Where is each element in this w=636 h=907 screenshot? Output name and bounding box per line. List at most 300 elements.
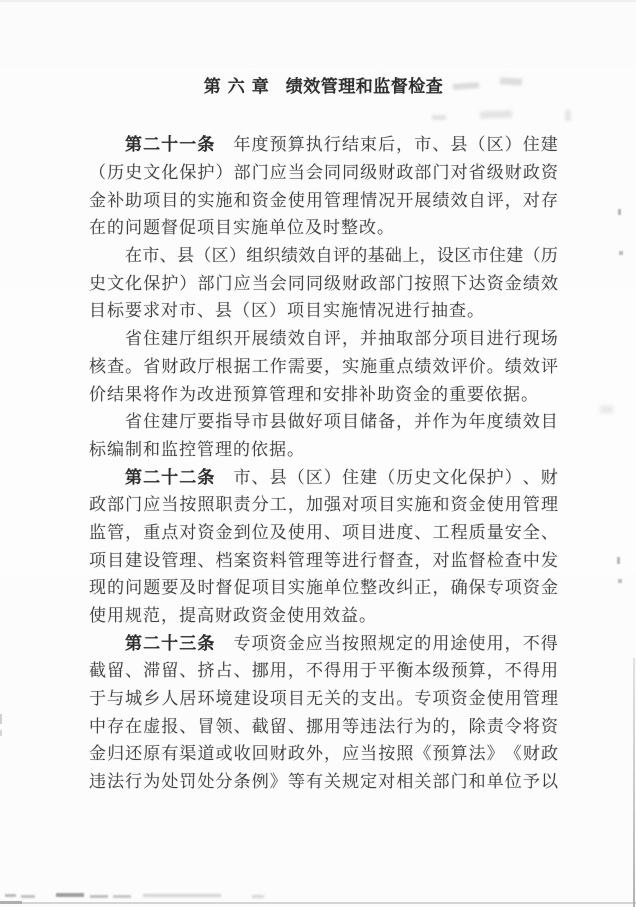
document-body [89, 129, 558, 794]
text-char: 例 [251, 772, 269, 792]
text-line [89, 129, 558, 157]
text-char: 度 [251, 135, 269, 155]
text-char: 、 [179, 661, 197, 681]
text-char: 度 [486, 412, 504, 432]
text-char: 、 [522, 467, 540, 487]
text-char: 料 [269, 550, 287, 570]
text-char: 部 [233, 163, 251, 183]
text-char: 结 [341, 135, 359, 155]
scan-speck [618, 209, 621, 215]
text-char: 的 [107, 578, 125, 598]
text-char: 历 [540, 246, 558, 266]
text-char: 据 [233, 356, 251, 376]
text-line [89, 517, 558, 545]
article-number-char: 条 [197, 633, 215, 653]
text-char: 效 [287, 329, 305, 349]
scan-smudge-dash [21, 895, 35, 898]
text-char: 部 [414, 329, 432, 349]
text-char: 题 [143, 578, 161, 598]
text-char: 管 [161, 550, 179, 570]
text-char: 单 [269, 218, 286, 238]
text-char: 位 [342, 578, 360, 598]
text-char: 罚 [179, 772, 197, 792]
text-char: 单 [486, 772, 504, 792]
text-char: 储 [360, 412, 378, 432]
article-number-char: 第 [125, 633, 142, 653]
text-char: 得 [522, 661, 540, 681]
text-char: 资 [269, 633, 287, 653]
text-char: 依 [485, 384, 502, 404]
text-char: 金 [89, 744, 106, 764]
text-char: 化 [450, 467, 468, 487]
text-char: ） [215, 163, 233, 183]
text-char: 或 [215, 744, 233, 764]
text-char: 取 [396, 329, 414, 349]
text-char: 管 [522, 689, 540, 709]
text-char: 截 [89, 661, 106, 681]
text-char: 自 [315, 246, 333, 266]
text-char: 护 [486, 467, 504, 487]
text-char: 项 [251, 633, 269, 653]
text-char: 全 [522, 522, 540, 542]
text-line [89, 434, 558, 462]
text-char: 建 [233, 689, 251, 709]
text-char: 并 [360, 329, 378, 349]
text-char: 行 [360, 550, 378, 570]
text-char: 资 [450, 689, 468, 709]
text-char: 处 [161, 772, 179, 792]
text-char: 部 [414, 163, 432, 183]
text-char: 将 [143, 384, 160, 404]
text-char: 应 [342, 744, 360, 764]
text-char: 。 [486, 356, 504, 376]
text-char: 项 [432, 689, 450, 709]
article-number-char: 二 [143, 135, 161, 155]
text-char: 同 [324, 163, 342, 183]
text-char: 程 [450, 522, 468, 542]
text-char: 虚 [143, 716, 161, 736]
article-number-char: 二 [143, 467, 161, 487]
text-char: 护 [161, 273, 179, 293]
text-char: 质 [468, 522, 486, 542]
text-char: 门 [125, 495, 143, 515]
text-char: 进 [342, 550, 360, 570]
text-line [89, 461, 558, 489]
text-char: 效 [432, 356, 450, 376]
text-char: 的 [233, 439, 250, 459]
text-char: 财 [522, 744, 540, 764]
text-char: 查 [396, 550, 414, 570]
text-char: 下 [450, 273, 468, 293]
bleedthrough-smudge [600, 406, 613, 413]
text-char: 住 [488, 246, 506, 266]
text-char: 单 [324, 578, 342, 598]
text-char: 留 [161, 661, 179, 681]
text-char: 留 [107, 661, 125, 681]
text-char: 历 [396, 467, 414, 487]
text-char: 行 [323, 135, 341, 155]
text-char: 应 [233, 273, 251, 293]
text-char: 年 [468, 412, 486, 432]
text-char: 结 [107, 384, 124, 404]
page-edge-shadow-bottom [0, 902, 636, 904]
text-char: 基 [367, 246, 385, 266]
text-char: 实 [323, 301, 340, 321]
text-char: 建 [125, 550, 143, 570]
text-char: 保 [143, 273, 161, 293]
text-char: 财 [378, 163, 396, 183]
text-char: 改 [197, 384, 214, 404]
text-char: （ [287, 467, 305, 487]
text-char: 范 [143, 606, 160, 626]
text-char: 不 [504, 661, 522, 681]
text-char: 支 [360, 689, 378, 709]
text-char: 建 [360, 467, 378, 487]
text-char: 应 [269, 163, 287, 183]
text-char: 规 [378, 633, 396, 653]
text-char: 。 [125, 356, 143, 376]
scan-smudge-dash [252, 895, 264, 898]
text-char: 级 [324, 273, 342, 293]
text-char: 省 [468, 163, 486, 183]
text-char [215, 130, 232, 155]
text-line [89, 406, 558, 434]
text-char: 渠 [179, 744, 197, 764]
text-char: 核 [89, 356, 106, 376]
text-char: 和 [233, 190, 251, 210]
text-char: （ [523, 246, 541, 266]
text-char: 据 [503, 384, 520, 404]
text-char: 厅 [179, 412, 197, 432]
text-char: ， [432, 578, 450, 598]
text-line [89, 267, 558, 295]
text-char: 金 [89, 190, 106, 210]
text-char: （ [194, 246, 212, 266]
text-char: 益 [341, 606, 358, 626]
text-char: 使 [287, 606, 304, 626]
text-char: 令 [504, 716, 522, 736]
text-char: 部 [378, 273, 396, 293]
text-char: 史 [414, 467, 432, 487]
text-char: 对 [342, 495, 360, 515]
text-char: 建 [161, 412, 179, 432]
text-char: 补 [107, 190, 125, 210]
text-char: 效 [522, 356, 540, 376]
text-char: 和 [305, 384, 322, 404]
text-char: 抽 [378, 329, 396, 349]
text-char: 束 [360, 135, 378, 155]
text-char: 省 [143, 356, 161, 376]
text-char: 省 [125, 412, 142, 432]
scan-smudge-dash [56, 893, 84, 897]
text-char: 级 [486, 163, 504, 183]
text-char: 对 [161, 301, 178, 321]
text-char: 责 [486, 716, 504, 736]
scan-speck [0, 730, 2, 736]
text-char: 金 [540, 578, 558, 598]
text-char: 违 [360, 716, 378, 736]
text-char: 。 [396, 689, 414, 709]
text-char: 、 [197, 550, 215, 570]
text-char: 门 [215, 273, 233, 293]
text-char: 安 [504, 522, 522, 542]
text-char: 管 [522, 495, 540, 515]
text-char: ， [287, 661, 305, 681]
text-char: 分 [215, 772, 233, 792]
text-char: 要 [161, 578, 179, 598]
text-char: 金 [468, 495, 486, 515]
text-line [89, 544, 558, 572]
text-char: 。 [467, 301, 484, 321]
text-char: 住 [522, 135, 540, 155]
text-char: 的 [342, 689, 360, 709]
text-char: 对 [450, 163, 468, 183]
text-char: 存 [107, 716, 125, 736]
text-char: 不 [305, 661, 323, 681]
text-char: 查 [504, 550, 522, 570]
text-char: 政 [396, 163, 414, 183]
text-char: 价 [89, 384, 106, 404]
page-edge-shadow-bottom-left [0, 901, 22, 904]
text-char: 级 [360, 163, 378, 183]
text-char: 位 [251, 522, 269, 542]
text-char: 评 [323, 329, 341, 349]
article-number-char: 条 [197, 467, 215, 487]
text-char: 予 [522, 772, 540, 792]
text-char: 资 [251, 190, 269, 210]
text-char: 》 [269, 772, 287, 792]
text-char: 用 [305, 606, 322, 626]
text-char: 年 [233, 135, 251, 155]
text-char: 中 [522, 550, 540, 570]
text-char: 检 [486, 550, 504, 570]
text-char: 文 [143, 163, 161, 183]
text-char: 资 [197, 522, 215, 542]
article-number-char: 二 [143, 633, 161, 653]
text-char: 度 [396, 522, 414, 542]
bleedthrough-smudge [480, 110, 512, 118]
text-char: ， [396, 135, 414, 155]
text-char: 项 [197, 218, 214, 238]
text-char: 目 [378, 495, 396, 515]
text-char: 和 [468, 772, 486, 792]
text-char: 进 [378, 522, 396, 542]
text-char: 、 [540, 522, 558, 542]
text-char: 用 [305, 190, 323, 210]
text-char: 依 [251, 439, 268, 459]
text-char: 实 [287, 578, 305, 598]
text-char: 查 [107, 356, 125, 376]
text-char: ） [269, 301, 286, 321]
text-line [89, 378, 558, 406]
text-char: 本 [414, 661, 432, 681]
text-char: 法 [107, 772, 125, 792]
text-char: 应 [143, 495, 161, 515]
text-char: 现 [89, 578, 106, 598]
text-line [89, 766, 558, 794]
text-char: 项 [143, 190, 161, 210]
text-char: 和 [432, 495, 450, 515]
text-char: 按 [341, 633, 359, 653]
text-char: 设 [251, 689, 269, 709]
text-char: ， [396, 412, 414, 432]
text-char: 预 [432, 744, 450, 764]
text-char: 查 [449, 301, 466, 321]
text-char: 在 [125, 716, 143, 736]
text-char: 市 [414, 135, 432, 155]
text-char: 施 [215, 190, 233, 210]
text-char: 作 [161, 384, 178, 404]
text-char: 关 [324, 772, 342, 792]
text-char: 重 [143, 522, 161, 542]
text-char: 目 [89, 301, 106, 321]
text-char: ） [323, 467, 341, 487]
text-line [89, 240, 558, 268]
text-char: 得 [540, 633, 558, 653]
text-char: 制 [125, 439, 142, 459]
text-char: 、 [233, 716, 251, 736]
text-char: 金 [413, 384, 430, 404]
text-char: 法 [468, 744, 486, 764]
text-char: 效 [298, 246, 316, 266]
text-char: 理 [540, 689, 558, 709]
text-char: 要 [467, 384, 484, 404]
text-char: 建 [506, 246, 524, 266]
text-char: 史 [125, 163, 143, 183]
text-char: 并 [414, 412, 432, 432]
text-char: 的 [179, 190, 197, 210]
text-line [89, 572, 558, 600]
text-char: ） [228, 246, 246, 266]
text-char: 工 [432, 522, 450, 542]
text-char: 对 [432, 550, 450, 570]
text-char: 抽 [431, 301, 448, 321]
text-char: 道 [197, 744, 215, 764]
chapter-number: 第六章 [203, 77, 276, 96]
text-char: 于 [360, 661, 378, 681]
text-char: 将 [522, 716, 540, 736]
paragraph [89, 627, 558, 793]
text-char: 排 [341, 384, 358, 404]
text-line [89, 655, 558, 683]
text-line [89, 323, 558, 351]
text-char: ， [324, 744, 342, 764]
text-char: 省 [125, 329, 142, 349]
text-char: 当 [287, 163, 305, 183]
text-char: ） [504, 135, 522, 155]
text-char: 乡 [143, 689, 161, 709]
text-char: 项 [323, 412, 341, 432]
text-char: 留 [269, 716, 287, 736]
text-char: 整 [341, 218, 358, 238]
text-char: 会 [269, 273, 287, 293]
text-char: ， [341, 329, 359, 349]
text-char: 现 [522, 329, 540, 349]
text-char: 在 [125, 246, 142, 266]
text-char: 督 [215, 578, 233, 598]
scan-smudge-dash [5, 894, 16, 897]
text-char: 在 [89, 218, 106, 238]
text-char: 途 [450, 633, 468, 653]
text-char: 实 [342, 356, 360, 376]
text-char: 算 [450, 744, 468, 764]
text-char: 市 [179, 301, 196, 321]
text-char: 到 [233, 522, 251, 542]
text-char: 等 [287, 772, 305, 792]
text-char: 厅 [179, 329, 197, 349]
text-char: 根 [215, 356, 233, 376]
text-char: ， [450, 716, 468, 736]
text-char: 文 [107, 273, 125, 293]
text-line [89, 738, 558, 766]
text-char: 为 [414, 716, 432, 736]
article-number-char: 第 [125, 467, 142, 487]
paragraph [89, 461, 558, 627]
text-char: 金 [468, 689, 486, 709]
text-char: 为 [450, 412, 468, 432]
text-char: 进 [486, 329, 504, 349]
article-number-char: 三 [179, 633, 197, 653]
text-char: 理 [179, 550, 197, 570]
text-char: 当 [323, 633, 341, 653]
text-char: 时 [323, 218, 340, 238]
text-char: 住 [143, 412, 161, 432]
text-char: 备 [378, 412, 396, 432]
text-char: 自 [468, 190, 486, 210]
text-char: ， [324, 356, 342, 376]
text-char: 及 [179, 578, 197, 598]
text-char: 照 [396, 744, 414, 764]
text-char: 有 [161, 744, 179, 764]
text-char: 评 [332, 246, 350, 266]
text-char: 实 [396, 495, 414, 515]
text-char: 职 [215, 495, 233, 515]
scan-speck [618, 579, 622, 583]
text-char: 用 [305, 522, 323, 542]
text-char: 资 [540, 163, 558, 183]
text-char: 施 [360, 356, 378, 376]
text-char: 织 [263, 246, 281, 266]
text-char: 高 [197, 606, 214, 626]
text-char: 财 [215, 606, 232, 626]
article-number-char: 十 [161, 135, 179, 155]
text-char: （ [89, 163, 106, 183]
text-char: 厅 [197, 356, 215, 376]
paragraph [89, 323, 558, 406]
text-char: 违 [89, 772, 106, 792]
text-char: 政 [233, 606, 250, 626]
text-char: 标 [107, 301, 124, 321]
text-char: 照 [197, 495, 215, 515]
text-char: 住 [341, 467, 359, 487]
text-char: 》 [486, 744, 504, 764]
text-char: 区 [251, 301, 268, 321]
text-char: 项 [89, 550, 106, 570]
text-char: 设 [436, 246, 454, 266]
text-char: 使 [287, 522, 305, 542]
text-char: 《 [414, 744, 432, 764]
text-line [89, 351, 558, 379]
text-char: 、 [414, 522, 432, 542]
text-char: 县 [215, 301, 232, 321]
text-char: 实 [233, 218, 250, 238]
text-char: 编 [107, 439, 124, 459]
text-char: 金 [504, 273, 522, 293]
text-char: 使 [89, 606, 106, 626]
text-char: 目 [161, 190, 179, 210]
text-line [89, 710, 558, 738]
text-char: 条 [233, 772, 251, 792]
